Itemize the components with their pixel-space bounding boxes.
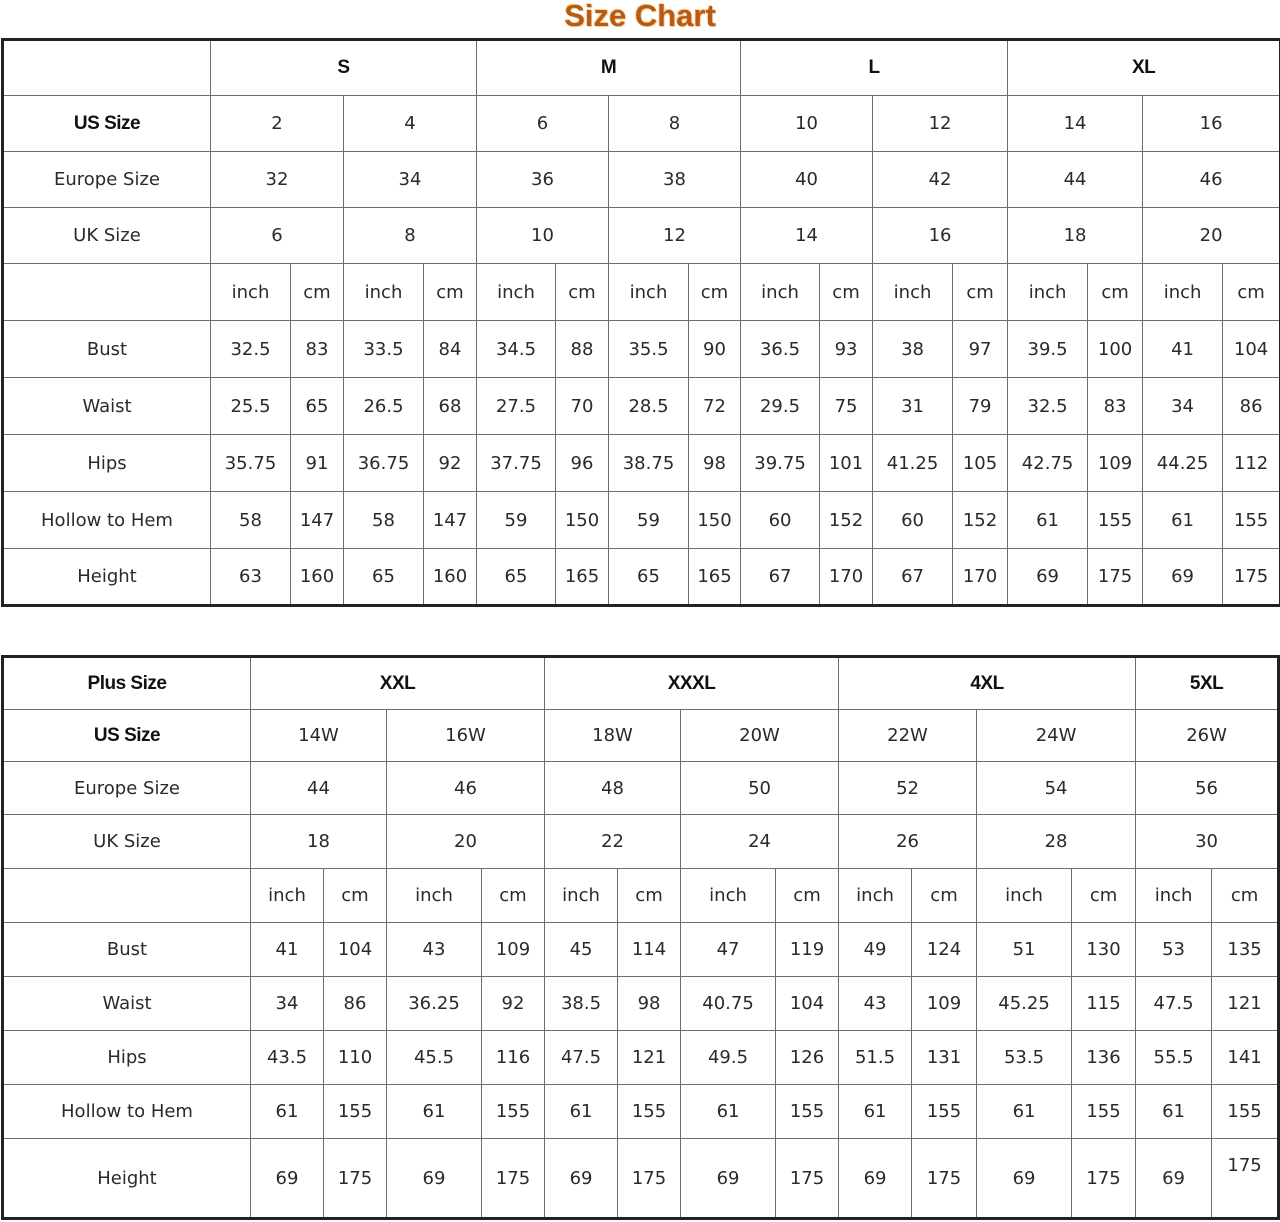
measurement-value: 41.25	[873, 435, 953, 492]
measurement-value: 55.5	[1136, 1031, 1212, 1085]
measurement-value: 47.5	[1136, 977, 1212, 1031]
measurement-value: 37.75	[477, 435, 556, 492]
measurement-value: 155	[1223, 492, 1280, 549]
uk-size-label: UK Size	[3, 815, 251, 869]
table-row	[3, 40, 1280, 96]
measurement-value: 150	[556, 492, 609, 549]
unit-cell: inch	[1143, 264, 1223, 321]
measurement-label: Waist	[3, 378, 211, 435]
eu-size-label: Europe Size	[3, 762, 251, 815]
measurement-value: 34	[1143, 378, 1223, 435]
table-row	[3, 710, 1279, 762]
unit-cell: cm	[912, 869, 977, 923]
measurement-value: 101	[820, 435, 873, 492]
measurement-value: 92	[424, 435, 477, 492]
measurement-value: 43	[387, 923, 482, 977]
uk-size-cell: 20	[387, 815, 545, 869]
measurement-value: 43.5	[251, 1031, 324, 1085]
unit-cell: cm	[424, 264, 477, 321]
measurement-value: 44.25	[1143, 435, 1223, 492]
unit-cell: cm	[1088, 264, 1143, 321]
measurement-value: 175	[776, 1139, 839, 1219]
measurement-value: 90	[689, 321, 741, 378]
unit-row-label	[3, 264, 211, 321]
size-header: XXL	[251, 657, 545, 710]
measurement-value: 28.5	[609, 378, 689, 435]
size-header: XXXL	[545, 657, 839, 710]
us-size-cell: 8	[609, 96, 741, 152]
measurement-value: 61	[251, 1085, 324, 1139]
table-row	[3, 435, 1280, 492]
measurement-value: 98	[689, 435, 741, 492]
measurement-value: 59	[477, 492, 556, 549]
measurement-label: Height	[3, 1139, 251, 1219]
table-row	[3, 152, 1280, 208]
eu-size-cell: 34	[344, 152, 477, 208]
measurement-value: 35.75	[211, 435, 291, 492]
measurement-value: 69	[839, 1139, 912, 1219]
measurement-value: 69	[1136, 1139, 1212, 1219]
measurement-value: 45	[545, 923, 618, 977]
eu-size-cell: 48	[545, 762, 681, 815]
measurement-value: 100	[1088, 321, 1143, 378]
measurement-value: 49	[839, 923, 912, 977]
measurement-value: 26.5	[344, 378, 424, 435]
measurement-value: 155	[1088, 492, 1143, 549]
measurement-value: 86	[1223, 378, 1280, 435]
measurement-value: 84	[424, 321, 477, 378]
plus-size-label: Plus Size	[3, 657, 251, 710]
measurement-value: 59	[609, 492, 689, 549]
eu-size-cell: 52	[839, 762, 977, 815]
measurement-value: 109	[912, 977, 977, 1031]
measurement-value: 126	[776, 1031, 839, 1085]
table-row	[3, 208, 1280, 264]
eu-size-cell: 50	[681, 762, 839, 815]
measurement-value: 38.5	[545, 977, 618, 1031]
measurement-value: 105	[953, 435, 1008, 492]
us-size-cell: 2	[211, 96, 344, 152]
measurement-value: 97	[953, 321, 1008, 378]
measurement-value: 61	[977, 1085, 1072, 1139]
measurement-value: 75	[820, 378, 873, 435]
measurement-label: Hips	[3, 1031, 251, 1085]
measurement-value: 69	[251, 1139, 324, 1219]
measurement-value: 67	[873, 549, 953, 606]
size-header: L	[741, 40, 1008, 96]
measurement-value: 60	[741, 492, 820, 549]
measurement-value: 69	[681, 1139, 776, 1219]
measurement-value: 160	[424, 549, 477, 606]
measurement-value: 29.5	[741, 378, 820, 435]
measurement-value: 141	[1212, 1031, 1279, 1085]
measurement-value: 36.5	[741, 321, 820, 378]
unit-cell: inch	[741, 264, 820, 321]
eu-size-cell: 42	[873, 152, 1008, 208]
unit-cell: inch	[477, 264, 556, 321]
us-size-cell: 22W	[839, 710, 977, 762]
table-row	[3, 96, 1280, 152]
measurement-value: 165	[689, 549, 741, 606]
measurement-value: 92	[482, 977, 545, 1031]
measurement-value: 39.5	[1008, 321, 1088, 378]
size-header: M	[477, 40, 741, 96]
unit-cell: cm	[1212, 869, 1279, 923]
measurement-label: Hollow to Hem	[3, 492, 211, 549]
measurement-value: 112	[1223, 435, 1280, 492]
measurement-value: 53	[1136, 923, 1212, 977]
measurement-value: 170	[820, 549, 873, 606]
measurement-value: 61	[681, 1085, 776, 1139]
eu-size-cell: 40	[741, 152, 873, 208]
unit-cell: cm	[1223, 264, 1280, 321]
unit-cell: cm	[1072, 869, 1136, 923]
measurement-value: 69	[977, 1139, 1072, 1219]
measurement-value: 175	[1088, 549, 1143, 606]
measurement-value: 96	[556, 435, 609, 492]
measurement-value: 25.5	[211, 378, 291, 435]
measurement-value: 51	[977, 923, 1072, 977]
uk-size-cell: 26	[839, 815, 977, 869]
measurement-value: 72	[689, 378, 741, 435]
unit-cell: inch	[681, 869, 776, 923]
table-row	[3, 321, 1280, 378]
unit-cell: inch	[873, 264, 953, 321]
measurement-value: 91	[291, 435, 344, 492]
unit-cell: inch	[344, 264, 424, 321]
uk-size-cell: 12	[609, 208, 741, 264]
measurement-value: 147	[291, 492, 344, 549]
measurement-value: 41	[1143, 321, 1223, 378]
measurement-value: 38	[873, 321, 953, 378]
table-row	[3, 815, 1279, 869]
uk-size-cell: 16	[873, 208, 1008, 264]
measurement-value: 47	[681, 923, 776, 977]
measurement-value: 131	[912, 1031, 977, 1085]
measurement-value: 40.75	[681, 977, 776, 1031]
unit-cell: inch	[545, 869, 618, 923]
measurement-value: 69	[387, 1139, 482, 1219]
measurement-value: 58	[211, 492, 291, 549]
size-header: 4XL	[839, 657, 1136, 710]
measurement-value: 61	[839, 1085, 912, 1139]
us-size-cell: 20W	[681, 710, 839, 762]
us-size-cell: 16W	[387, 710, 545, 762]
table-row	[3, 657, 1279, 710]
us-size-cell: 26W	[1136, 710, 1279, 762]
unit-cell: cm	[776, 869, 839, 923]
measurement-value: 51.5	[839, 1031, 912, 1085]
uk-size-cell: 30	[1136, 815, 1279, 869]
measurement-value: 119	[776, 923, 839, 977]
unit-cell: inch	[1008, 264, 1088, 321]
table-row	[3, 492, 1280, 549]
measurement-value: 67	[741, 549, 820, 606]
measurement-value: 61	[545, 1085, 618, 1139]
measurement-value: 35.5	[609, 321, 689, 378]
uk-size-cell: 22	[545, 815, 681, 869]
unit-cell: cm	[618, 869, 681, 923]
us-size-label: US Size	[3, 710, 251, 762]
uk-size-cell: 24	[681, 815, 839, 869]
size-chart-table	[1, 38, 1280, 607]
measurement-value: 61	[387, 1085, 482, 1139]
measurement-value: 160	[291, 549, 344, 606]
measurement-value: 155	[482, 1085, 545, 1139]
uk-size-cell: 20	[1143, 208, 1280, 264]
uk-size-cell: 10	[477, 208, 609, 264]
us-size-cell: 12	[873, 96, 1008, 152]
measurement-value: 60	[873, 492, 953, 549]
measurement-value: 53.5	[977, 1031, 1072, 1085]
measurement-value: 155	[1072, 1085, 1136, 1139]
unit-cell: cm	[291, 264, 344, 321]
measurement-value: 61	[1008, 492, 1088, 549]
unit-cell: cm	[820, 264, 873, 321]
corner-cell	[3, 40, 211, 96]
measurement-value: 147	[424, 492, 477, 549]
measurement-value: 49.5	[681, 1031, 776, 1085]
measurement-value: 93	[820, 321, 873, 378]
measurement-value: 104	[776, 977, 839, 1031]
measurement-value: 45.25	[977, 977, 1072, 1031]
measurement-value: 152	[820, 492, 873, 549]
measurement-value: 150	[689, 492, 741, 549]
unit-cell: inch	[839, 869, 912, 923]
uk-size-label: UK Size	[3, 208, 211, 264]
us-size-cell: 10	[741, 96, 873, 152]
measurement-value: 155	[776, 1085, 839, 1139]
table-row	[3, 549, 1280, 606]
eu-size-cell: 54	[977, 762, 1136, 815]
table-row	[3, 1031, 1279, 1085]
table-row	[3, 1139, 1279, 1219]
measurement-value: 104	[1223, 321, 1280, 378]
measurement-value: 36.75	[344, 435, 424, 492]
measurement-value: 42.75	[1008, 435, 1088, 492]
measurement-value: 175	[482, 1139, 545, 1219]
measurement-value: 36.25	[387, 977, 482, 1031]
measurement-value: 61	[1143, 492, 1223, 549]
measurement-value: 38.75	[609, 435, 689, 492]
size-header: XL	[1008, 40, 1280, 96]
measurement-value: 175	[1072, 1139, 1136, 1219]
unit-cell: inch	[387, 869, 482, 923]
measurement-value: 115	[1072, 977, 1136, 1031]
measurement-value: 32.5	[1008, 378, 1088, 435]
uk-size-cell: 6	[211, 208, 344, 264]
unit-cell: cm	[689, 264, 741, 321]
measurement-value: 116	[482, 1031, 545, 1085]
eu-size-cell: 38	[609, 152, 741, 208]
measurement-value: 63	[211, 549, 291, 606]
uk-size-cell: 14	[741, 208, 873, 264]
unit-cell: inch	[1136, 869, 1212, 923]
measurement-label: Hips	[3, 435, 211, 492]
measurement-value: 39.75	[741, 435, 820, 492]
measurement-value: 175	[324, 1139, 387, 1219]
measurement-value: 69	[1143, 549, 1223, 606]
measurement-value: 58	[344, 492, 424, 549]
measurement-value: 165	[556, 549, 609, 606]
measurement-label: Bust	[3, 321, 211, 378]
measurement-value: 32.5	[211, 321, 291, 378]
measurement-label: Bust	[3, 923, 251, 977]
us-size-cell: 18W	[545, 710, 681, 762]
measurement-value: 170	[953, 549, 1008, 606]
measurement-value: 136	[1072, 1031, 1136, 1085]
measurement-value: 121	[618, 1031, 681, 1085]
measurement-value: 130	[1072, 923, 1136, 977]
unit-cell: cm	[556, 264, 609, 321]
eu-size-cell: 32	[211, 152, 344, 208]
eu-size-label: Europe Size	[3, 152, 211, 208]
measurement-value: 45.5	[387, 1031, 482, 1085]
eu-size-cell: 44	[1008, 152, 1143, 208]
measurement-value: 109	[482, 923, 545, 977]
us-size-cell: 14W	[251, 710, 387, 762]
measurement-value: 175	[1223, 549, 1280, 606]
measurement-value: 61	[1136, 1085, 1212, 1139]
us-size-cell: 6	[477, 96, 609, 152]
measurement-value: 33.5	[344, 321, 424, 378]
measurement-value: 34.5	[477, 321, 556, 378]
measurement-value: 65	[344, 549, 424, 606]
measurement-label: Waist	[3, 977, 251, 1031]
measurement-value: 69	[1008, 549, 1088, 606]
plus-size-chart-table	[1, 655, 1280, 1220]
size-header: S	[211, 40, 477, 96]
measurement-value: 83	[1088, 378, 1143, 435]
measurement-value: 124	[912, 923, 977, 977]
unit-cell: inch	[211, 264, 291, 321]
table-row	[3, 869, 1279, 923]
measurement-value: 110	[324, 1031, 387, 1085]
uk-size-cell: 18	[251, 815, 387, 869]
measurement-value: 155	[912, 1085, 977, 1139]
eu-size-cell: 56	[1136, 762, 1279, 815]
measurement-value: 43	[839, 977, 912, 1031]
measurement-value: 114	[618, 923, 681, 977]
measurement-value: 70	[556, 378, 609, 435]
measurement-value: 104	[324, 923, 387, 977]
measurement-value: 47.5	[545, 1031, 618, 1085]
page-title: Size Chart	[564, 0, 716, 33]
table-row	[3, 1085, 1279, 1139]
unit-cell: inch	[609, 264, 689, 321]
unit-cell: inch	[251, 869, 324, 923]
table-row	[3, 264, 1280, 321]
measurement-value: 31	[873, 378, 953, 435]
uk-size-cell: 28	[977, 815, 1136, 869]
table-row	[3, 977, 1279, 1031]
measurement-value: 88	[556, 321, 609, 378]
table-row	[3, 378, 1280, 435]
measurement-value: 83	[291, 321, 344, 378]
measurement-value: 79	[953, 378, 1008, 435]
measurement-value: 121	[1212, 977, 1279, 1031]
unit-cell: cm	[324, 869, 387, 923]
measurement-value: 34	[251, 977, 324, 1031]
unit-cell: cm	[953, 264, 1008, 321]
uk-size-cell: 8	[344, 208, 477, 264]
measurement-value: 175	[912, 1139, 977, 1219]
measurement-value: 41	[251, 923, 324, 977]
eu-size-cell: 36	[477, 152, 609, 208]
us-size-cell: 24W	[977, 710, 1136, 762]
measurement-value: 68	[424, 378, 477, 435]
table-row	[3, 762, 1279, 815]
unit-row-label	[3, 869, 251, 923]
measurement-value: 135	[1212, 923, 1279, 977]
measurement-value: 109	[1088, 435, 1143, 492]
measurement-value: 155	[324, 1085, 387, 1139]
table-row	[3, 923, 1279, 977]
measurement-value: 86	[324, 977, 387, 1031]
measurement-value: 65	[609, 549, 689, 606]
measurement-value: 152	[953, 492, 1008, 549]
eu-size-cell: 46	[1143, 152, 1280, 208]
eu-size-cell: 46	[387, 762, 545, 815]
us-size-cell: 16	[1143, 96, 1280, 152]
measurement-value: 69	[545, 1139, 618, 1219]
us-size-cell: 4	[344, 96, 477, 152]
measurement-value: 65	[477, 549, 556, 606]
measurement-value: 175	[618, 1139, 681, 1219]
unit-cell: inch	[977, 869, 1072, 923]
measurement-value: 27.5	[477, 378, 556, 435]
us-size-cell: 14	[1008, 96, 1143, 152]
measurement-value: 155	[618, 1085, 681, 1139]
measurement-value: 65	[291, 378, 344, 435]
measurement-value: 155	[1212, 1085, 1279, 1139]
us-size-label: US Size	[3, 96, 211, 152]
eu-size-cell: 44	[251, 762, 387, 815]
measurement-label: Height	[3, 549, 211, 606]
uk-size-cell: 18	[1008, 208, 1143, 264]
measurement-value: 98	[618, 977, 681, 1031]
measurement-value: 175	[1212, 1139, 1279, 1219]
measurement-label: Hollow to Hem	[3, 1085, 251, 1139]
size-header: 5XL	[1136, 657, 1279, 710]
unit-cell: cm	[482, 869, 545, 923]
